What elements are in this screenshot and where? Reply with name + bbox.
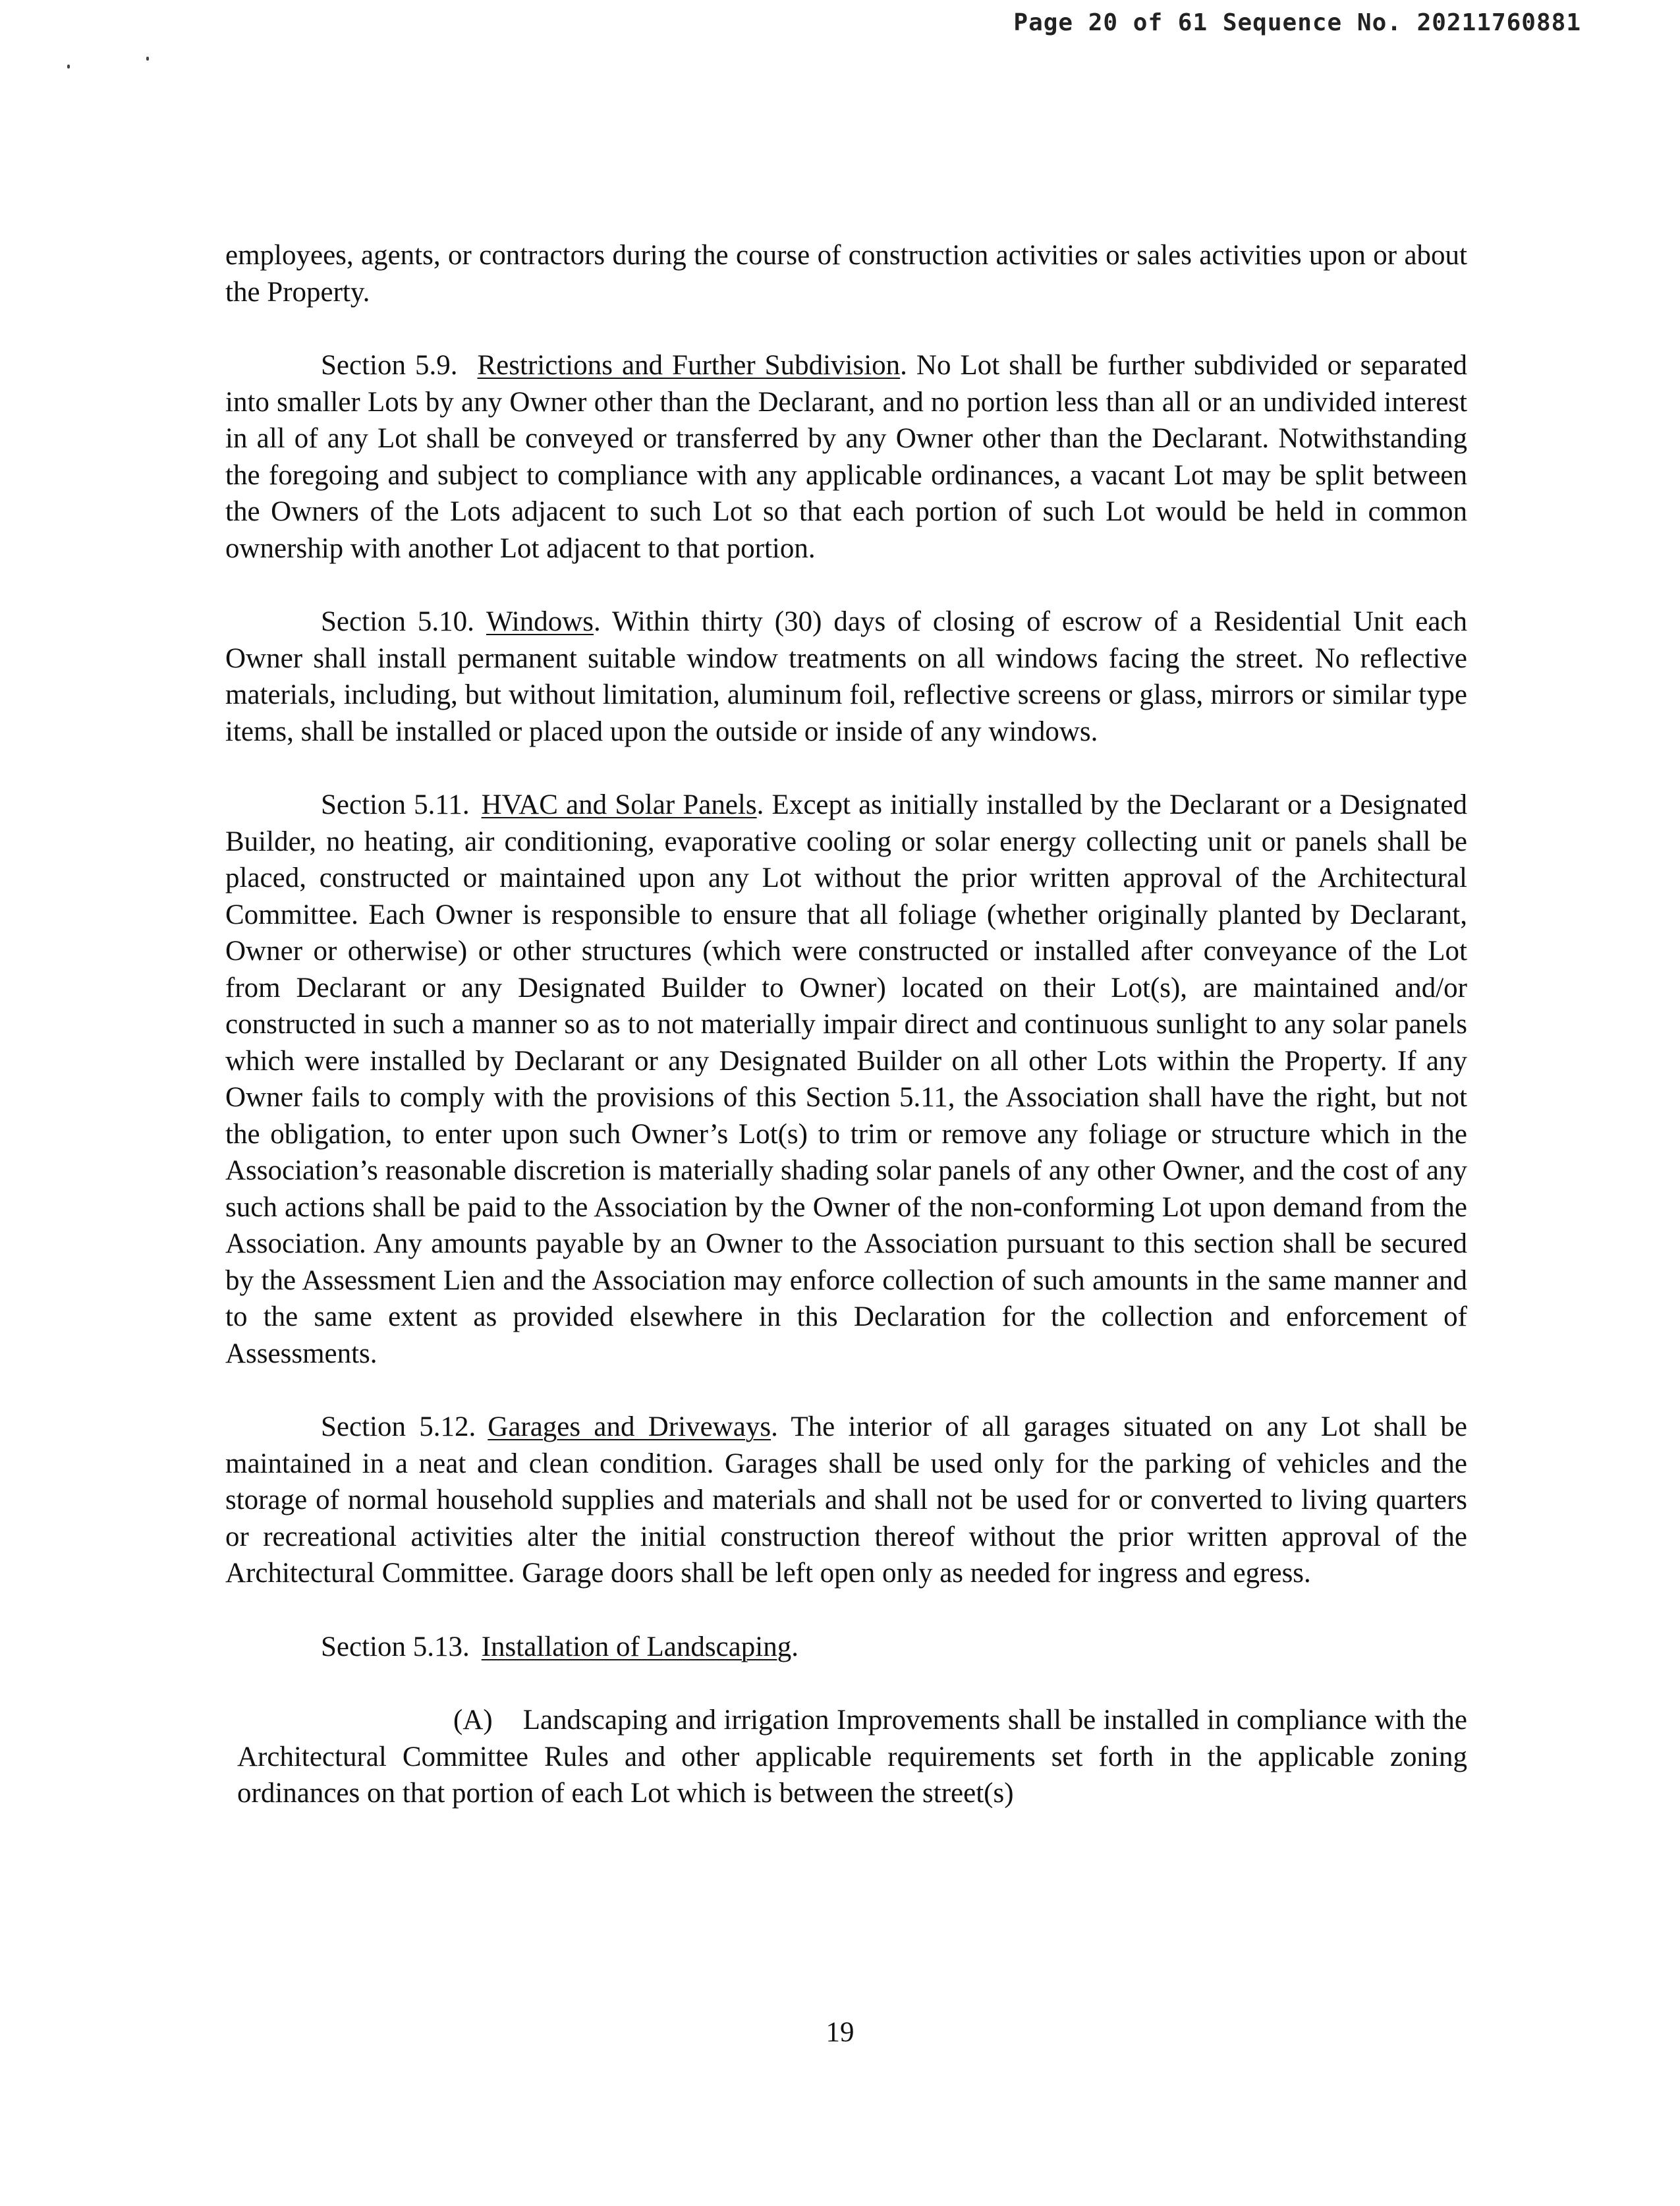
scan-artifact: [67, 65, 70, 69]
section-text: . Within thirty (30) days of closing of escrow of a Residential Unit each Owner shall install permanent suitable window treatments on all windows facing the street. No reflective materials, including, but without limitation, aluminum foil, reflective screens or glass, mirrors or similar type items, shall be installed or placed upon the outside or inside of any windows.: [225, 606, 1467, 747]
section-5-9: [225, 347, 1467, 567]
section-text: . The interior of all garages situated on any Lot shall be maintained in a neat and clean condition. Garages shall be used only for the parking of vehicles and the storage of normal household supplies and materials and shall not be used for or converted to living quarters or recreational activities alter the initial construction thereof without the prior written approval of the Architectural Committee. Garage doors shall be left open only as needed for ingress and egress.: [225, 1411, 1467, 1589]
section-number: Section 5.11.: [321, 789, 470, 820]
section-number: Section 5.12.: [321, 1411, 476, 1442]
section-title: Windows: [486, 606, 594, 637]
section-number: Section 5.13.: [321, 1631, 470, 1662]
document-body: [225, 237, 1467, 1849]
page-sequence-stamp: Page 20 of 61 Sequence No. 20211760881: [1013, 9, 1581, 36]
page-number: 19: [826, 2017, 854, 2048]
section-5-13: [225, 1629, 1467, 1666]
section-5-12: [225, 1409, 1467, 1592]
section-title: HVAC and Solar Panels: [481, 789, 757, 820]
section-5-10: [225, 604, 1467, 750]
section-text: .: [791, 1631, 798, 1662]
section-number: Section 5.10.: [321, 606, 474, 637]
scan-artifact: [146, 57, 149, 61]
paragraph-continuation: [225, 237, 1467, 310]
section-text: . Except as initially installed by the Declarant or a Designated Builder, no heating, air conditioning, evaporative cooling or solar energy collecting unit or panels shall be placed, constructed or maintained upon any Lot without the prior written approval of the Architectural Committee. Each Owner is responsible to ensure that all foliage (whether originally planted by Declarant, Owner or otherwise) or other structures (which were constructed or installed after conveyance of the Lot from Declarant or any Designated Builder to Owner) located on their Lot(s), are maintained and/or constructed in such a manner so as to not materially impair direct and continuous sunlight to any solar panels which were installed by Declarant or any Designated Builder on all other Lots within the Property. If any Owner fails to comply with the provisions of this Section 5.11, the Association shall have the right, but not the obligation, to enter upon such Owner’s Lot(s) to trim or remove any foliage or structure which in the Association’s reasonable discretion is materially shading solar panels of any other Owner, and the cost of any such actions shall be paid to the Association by the Owner of the non-conforming Lot upon demand from the Association. Any amounts payable by an Owner to the Association pursuant to this section shall be secured by the Assessment Lien and the Association may enforce collection of such amounts in the same manner and to the same extent as provided elsewhere in this Declaration for the collection and enforcement of Assessments.: [225, 789, 1467, 1369]
section-title: Restrictions and Further Subdivision: [477, 350, 901, 381]
section-title: Garages and Driveways: [488, 1411, 771, 1442]
section-5-11: [225, 787, 1467, 1372]
section-number: Section 5.9.: [321, 350, 458, 381]
subsection-text: Landscaping and irrigation Improvements shall be installed in compliance with the Architectural Committee Rules and other applicable requirements set forth in the applicable zoning ordinances on that portion of each Lot which is between the street(s): [237, 1705, 1467, 1809]
paragraph-text: employees, agents, or contractors during the course of construction activities or sales activities upon or about the Property.: [225, 240, 1467, 308]
section-title: Installation of Landscaping: [481, 1631, 792, 1662]
subsection-label: (A): [453, 1705, 493, 1736]
subsection-a: [225, 1702, 1467, 1812]
section-text: . No Lot shall be further subdivided or separated into smaller Lots by any Owner other than the Declarant, and no portion less than all or an undivided interest in all of any Lot shall be conveyed or transferred by any Owner other than the Declarant. Notwithstanding the foregoing and subject to compliance with any applicable ordinances, a vacant Lot may be split between the Owners of the Lots adjacent to such Lot so that each portion of such Lot would be held in common ownership with another Lot adjacent to that portion.: [225, 350, 1467, 564]
